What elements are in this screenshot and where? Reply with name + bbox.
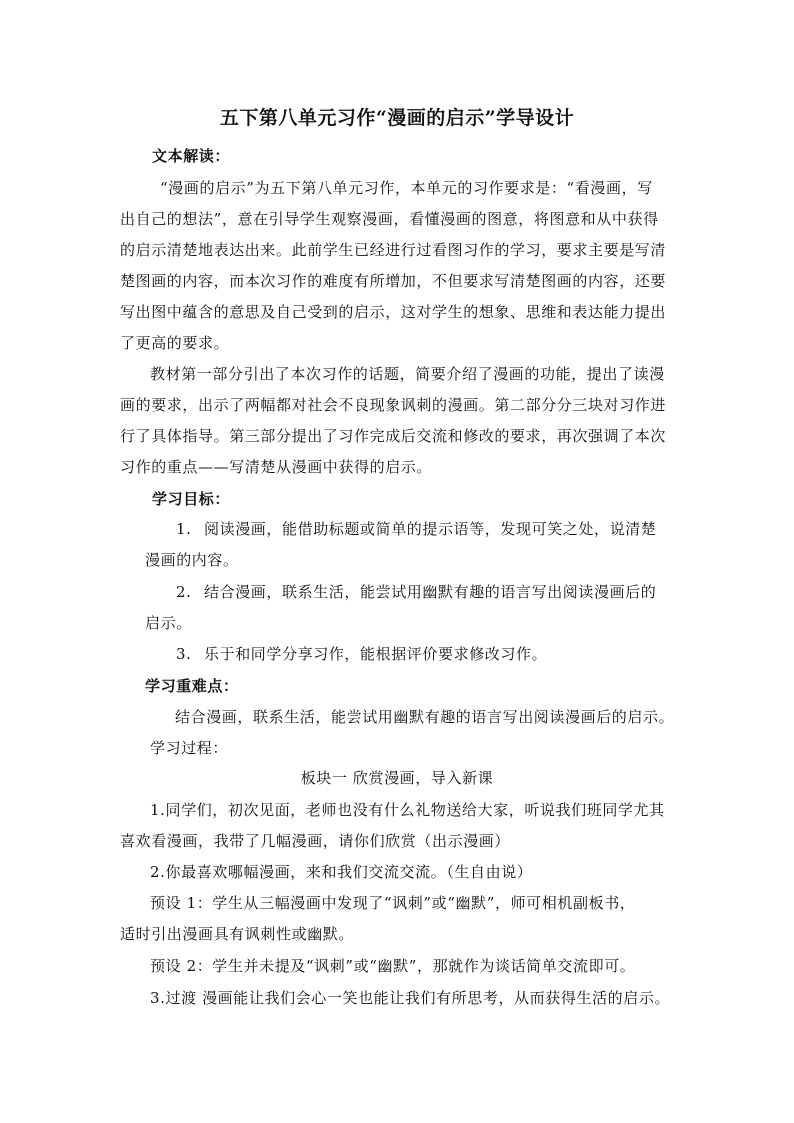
goal-text: 结合漫画，联系生活，能尝试用幽默有趣的语言写出阅读漫画后的 <box>204 583 657 601</box>
goal-text: 乐于和同学分享习作，能根据评价要求修改习作。 <box>204 645 548 663</box>
paragraph-line: 的启示清楚地表达出来。此前学生已经进行过看图习作的学习，要求主要是写清 <box>120 241 667 259</box>
paragraph-line: 楚图画的内容，而本次习作的难度有所增加，不但要求写清楚图画的内容，还要 <box>120 272 667 290</box>
goal-text: 启示。 <box>145 614 192 632</box>
goal-number: 2. <box>176 583 192 601</box>
goal-number: 3. <box>176 645 192 663</box>
paragraph-line: 教材第一部分引出了本次习作的话题，简要介绍了漫画的功能，提出了读漫 <box>150 365 665 383</box>
section-heading-process: 学习过程： <box>150 739 229 757</box>
process-preset: 适时引出漫画具有讽刺性或幽默。 <box>120 925 355 943</box>
process-preset: 预设 2：学生并未提及“讽刺”或“幽默”，那就作为谈话简单交流即可。 <box>150 957 636 975</box>
section-heading-goals: 学习目标： <box>152 490 231 508</box>
goal-number: 1. <box>176 520 192 538</box>
process-step: 3.过渡 漫画能让我们会心一笑也能让我们有所思考，从而获得生活的启示。 <box>150 989 671 1007</box>
paragraph-line: 习作的重点——写清楚从漫画中获得的启示。 <box>120 458 433 476</box>
paragraph-line: 了更高的要求。 <box>120 334 230 352</box>
paragraph-line: 出自己的想法”，意在引导学生观察漫画，看懂漫画的图意，将图意和从中获得 <box>120 210 659 228</box>
page-title: 五下第八单元习作“漫画的启示”学导设计 <box>219 107 575 129</box>
difficulty-text: 结合漫画，联系生活，能尝试用幽默有趣的语言写出阅读漫画后的启示。 <box>175 708 675 726</box>
paragraph-line: 画的要求，出示了两幅都对社会不良现象讽刺的漫画。第二部分分三块对习作进 <box>120 396 667 414</box>
block-title: 板块一 欣赏漫画，导入新课 <box>300 769 494 787</box>
paragraph-line: 行了具体指导。第三部分提出了习作完成后交流和修改的要求，再次强调了本次 <box>120 427 667 445</box>
process-step: 2.你最喜欢哪幅漫画，来和我们交流交流。（生自由说） <box>150 863 533 881</box>
goal-text: 阅读漫画，能借助标题或简单的提示语等，发现可笑之处，说清楚 <box>204 520 657 538</box>
section-heading-difficulty: 学习重难点： <box>145 677 239 695</box>
section-heading-text-analysis: 文本解读： <box>152 147 231 165</box>
paragraph-line: 写出图中蕴含的意思及自己受到的启示，这对学生的想象、思维和表达能力提出 <box>120 303 667 321</box>
process-step: 1.同学们，初次见面，老师也没有什么礼物送给大家，听说我们班同学尤其 <box>150 801 665 819</box>
process-step: 喜欢看漫画，我带了几幅漫画，请你们欣赏（出示漫画） <box>120 832 511 850</box>
paragraph-line: “漫画的启示”为五下第八单元习作，本单元的习作要求是：“看漫画，写 <box>160 179 653 197</box>
process-preset: 预设 1：学生从三幅漫画中发现了“讽刺”或“幽默”，师可相机副板书， <box>150 894 636 912</box>
goal-text: 漫画的内容。 <box>145 551 239 569</box>
